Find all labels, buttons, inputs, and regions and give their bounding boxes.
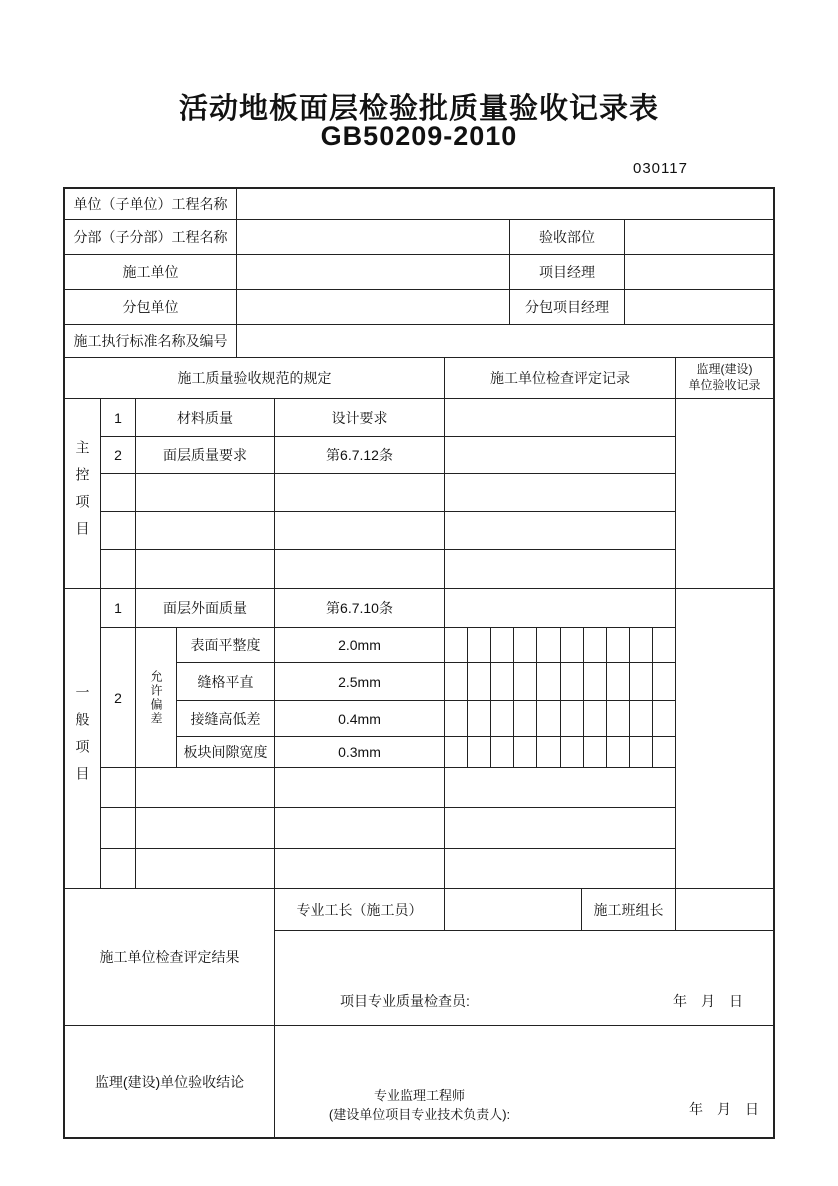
inspector-sign-label: 项目专业质量检查员: [340, 993, 470, 1009]
measurement-cell [561, 663, 584, 700]
table-row [177, 663, 676, 701]
measurement-cell [514, 701, 537, 736]
general-section-label: 一般项目 [65, 589, 101, 889]
crew-leader-value [676, 889, 773, 931]
tolerance-block [101, 628, 676, 768]
acceptance-record-table [63, 187, 775, 1139]
item-name [136, 849, 275, 889]
supervisor-conclusion-section [65, 1026, 773, 1137]
table-row [101, 437, 676, 474]
item-requirement: 设计要求 [275, 399, 445, 437]
table-row [177, 737, 676, 768]
general-items-section [65, 589, 773, 889]
item-name: 材料质量 [136, 399, 275, 437]
supervisor-date: 年 月 日 [689, 1101, 759, 1117]
item-requirement [275, 808, 445, 849]
measurement-cell [630, 701, 653, 736]
tolerance-value: 0.3mm [275, 737, 445, 768]
measurement-grid-row [445, 663, 676, 701]
unit-project-name-value [237, 189, 773, 220]
item-requirement [275, 849, 445, 889]
item-record-cell [445, 550, 676, 589]
item-record-cell [445, 808, 676, 849]
item-record-cell [445, 768, 676, 808]
measurement-cell [653, 737, 675, 767]
supervisor-record-cell-general [676, 589, 773, 889]
measurement-cell [630, 663, 653, 700]
tolerance-item: 表面平整度 [177, 628, 275, 663]
measurement-cell [491, 701, 514, 736]
signer-row [275, 889, 773, 931]
measurement-cell [561, 701, 584, 736]
measurement-cell [607, 628, 630, 662]
item-record-cell [445, 849, 676, 889]
measurement-cell [584, 628, 607, 662]
construction-unit-label: 施工单位 [65, 255, 237, 290]
header-row-standard [65, 325, 773, 358]
measurement-cell [537, 701, 560, 736]
measurement-cell [537, 663, 560, 700]
measurement-cell [653, 628, 675, 662]
unit-project-name-label: 单位（子单位）工程名称 [65, 189, 237, 220]
tolerance-value: 2.5mm [275, 663, 445, 701]
table-row [101, 849, 676, 889]
item-no [101, 849, 136, 889]
measurement-cell [653, 701, 675, 736]
item-record-cell [445, 474, 676, 512]
measurement-grid-row [445, 701, 676, 737]
item-name [136, 808, 275, 849]
item-no: 2 [101, 437, 136, 474]
measurement-cell [468, 628, 491, 662]
general-rows [101, 589, 676, 889]
supervisor-record-column-header: 监理(建设) 单位验收记录 [676, 358, 773, 399]
tolerance-rows [177, 628, 676, 768]
measurement-cell [607, 701, 630, 736]
subcontract-manager-value [625, 290, 773, 325]
measurement-cell [445, 737, 468, 767]
inspector-sign-area [275, 931, 773, 1026]
item-no: 2 [101, 628, 136, 768]
measurement-cell [537, 737, 560, 767]
foreman-value [445, 889, 582, 931]
spec-column-header: 施工质量验收规范的规定 [65, 358, 445, 399]
item-no [101, 512, 136, 550]
supervisor-conclusion-label: 监理(建设)单位验收结论 [65, 1026, 275, 1137]
execution-standard-label: 施工执行标准名称及编号 [65, 325, 237, 358]
measurement-cell [468, 663, 491, 700]
measurement-cell [491, 737, 514, 767]
table-row [177, 701, 676, 737]
measurement-cell [537, 628, 560, 662]
contractor-record-column-header: 施工单位检查评定记录 [445, 358, 676, 399]
item-name [136, 512, 275, 550]
contractor-result-right [275, 889, 773, 1026]
table-row [101, 474, 676, 512]
subcontractor-value [237, 290, 510, 325]
table-row [177, 628, 676, 663]
measurement-cell [468, 701, 491, 736]
item-requirement: 第6.7.12条 [275, 437, 445, 474]
table-row [101, 512, 676, 550]
measurement-cell [584, 701, 607, 736]
subcontract-manager-label: 分包项目经理 [510, 290, 625, 325]
subdivision-project-name-label: 分部（子分部）工程名称 [65, 220, 237, 255]
item-requirement [275, 512, 445, 550]
form-number: 030117 [633, 160, 688, 177]
measurement-cell [584, 663, 607, 700]
construction-unit-value [237, 255, 510, 290]
measurement-cell [607, 663, 630, 700]
table-row [101, 399, 676, 437]
table-row [101, 550, 676, 589]
foreman-label: 专业工长（施工员） [275, 889, 445, 931]
header-row-subdivision [65, 220, 773, 255]
item-name [136, 768, 275, 808]
measurement-cell [468, 737, 491, 767]
main-control-rows [101, 399, 676, 589]
subcontractor-label: 分包单位 [65, 290, 237, 325]
contractor-result-section [65, 889, 773, 1026]
acceptance-part-label: 验收部位 [510, 220, 625, 255]
table-row [101, 768, 676, 808]
header-row-subcontractor [65, 290, 773, 325]
project-manager-label: 项目经理 [510, 255, 625, 290]
crew-leader-label: 施工班组长 [582, 889, 676, 931]
engineer-sign-area [275, 1026, 773, 1137]
subdivision-project-name-value [237, 220, 510, 255]
measurement-cell [445, 628, 468, 662]
item-record-cell [445, 512, 676, 550]
measurement-cell [491, 628, 514, 662]
measurement-cell [584, 737, 607, 767]
form-standard-code: GB50209-2010 [320, 121, 518, 151]
item-requirement: 第6.7.10条 [275, 589, 445, 628]
item-no [101, 808, 136, 849]
tolerance-group-label: 允许偏差 [136, 628, 177, 768]
measurement-cell [445, 701, 468, 736]
measurement-cell [514, 628, 537, 662]
column-header-row [65, 358, 773, 399]
tolerance-item: 接缝高低差 [177, 701, 275, 737]
measurement-cell [653, 663, 675, 700]
measurement-grid-row [445, 628, 676, 663]
item-record-cell [445, 589, 676, 628]
execution-standard-value [237, 325, 773, 358]
main-control-section [65, 399, 773, 589]
measurement-cell [514, 663, 537, 700]
measurement-cell [561, 628, 584, 662]
item-name [136, 474, 275, 512]
item-no: 1 [101, 589, 136, 628]
table-row [101, 808, 676, 849]
measurement-cell [630, 628, 653, 662]
item-name: 面层外面质量 [136, 589, 275, 628]
item-record-cell [445, 437, 676, 474]
table-row [101, 589, 676, 628]
project-manager-value [625, 255, 773, 290]
measurement-cell [445, 663, 468, 700]
item-record-cell [445, 399, 676, 437]
item-requirement [275, 474, 445, 512]
tolerance-value: 0.4mm [275, 701, 445, 737]
header-row-unit-project [65, 189, 773, 220]
form-title: 活动地板面层检验批质量验收记录表 [178, 93, 659, 125]
measurement-cell [607, 737, 630, 767]
item-no [101, 550, 136, 589]
acceptance-part-value [625, 220, 773, 255]
item-requirement [275, 550, 445, 589]
supervisor-record-cell-main-control [676, 399, 773, 589]
measurement-cell [630, 737, 653, 767]
item-requirement [275, 768, 445, 808]
contractor-result-label: 施工单位检查评定结果 [65, 889, 275, 1026]
measurement-cell [561, 737, 584, 767]
header-row-construction-unit [65, 255, 773, 290]
item-no [101, 474, 136, 512]
measurement-cell [514, 737, 537, 767]
engineer-sign-label: 专业监理工程师 (建设单位项目专业技术负责人): [328, 1088, 511, 1123]
tolerance-value: 2.0mm [275, 628, 445, 663]
item-no: 1 [101, 399, 136, 437]
tolerance-item: 缝格平直 [177, 663, 275, 701]
inspector-date: 年 月 日 [673, 993, 743, 1009]
item-no [101, 768, 136, 808]
main-control-section-label: 主控项目 [65, 399, 101, 589]
tolerance-item: 板块间隙宽度 [177, 737, 275, 768]
measurement-grid-row [445, 737, 676, 768]
item-name: 面层质量要求 [136, 437, 275, 474]
measurement-cell [491, 663, 514, 700]
item-name [136, 550, 275, 589]
